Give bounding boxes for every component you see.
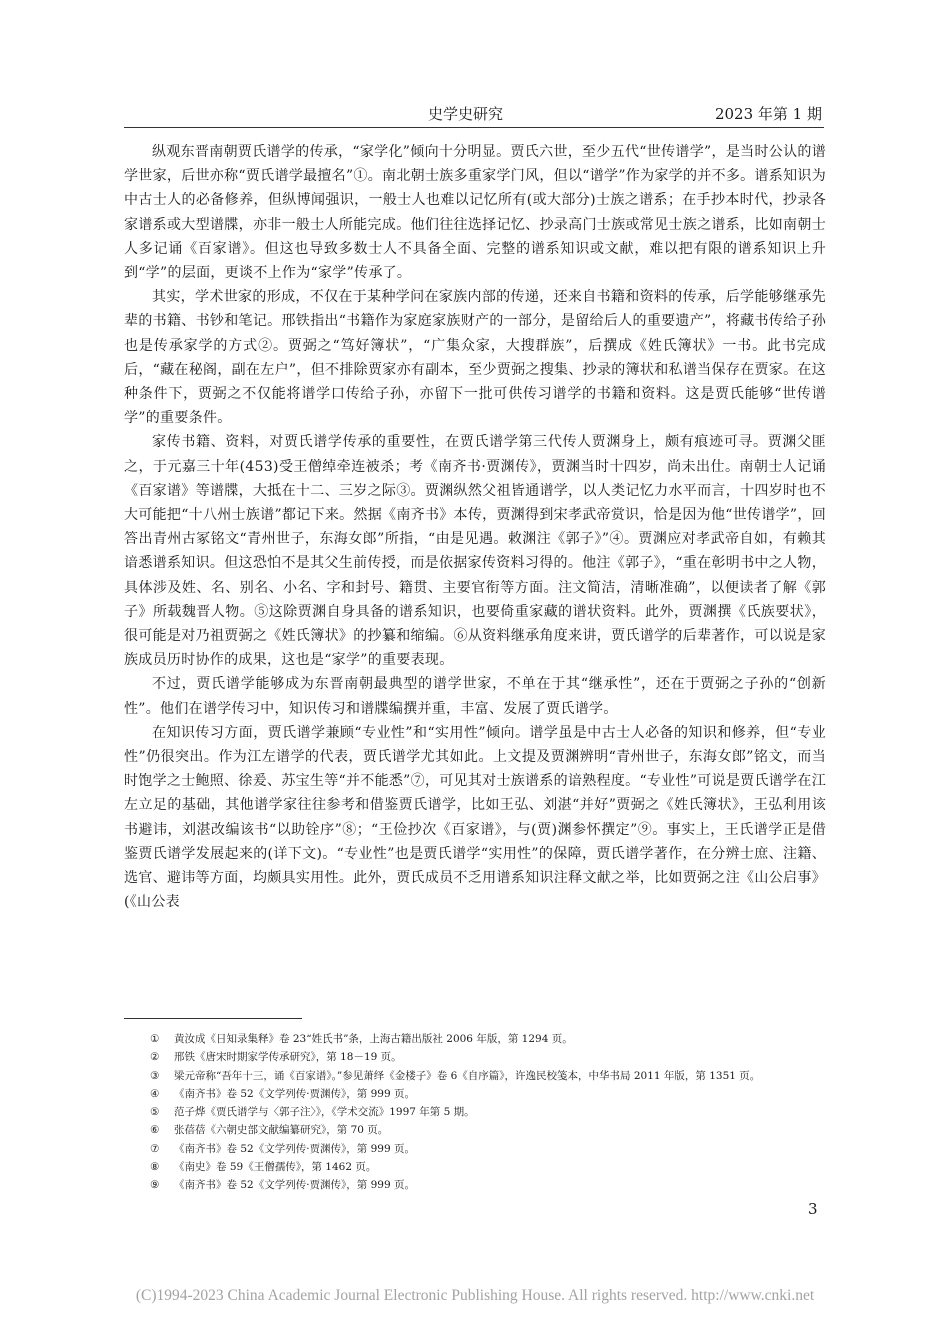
footnote — [150, 1103, 830, 1121]
paragraph: 纵观东晋南朝贾氏谱学的传承，“家学化”倾向十分明显。贾氏六世，至少五代“世传谱学”，是当时公认的谱学世家，后世亦称“贾氏谱学最擅名”①。南北朝士族多重家学门风，但以“谱学”作为家学的并不多。谱系知识为中古士人的必备修养，但纵博闻强识，一般士人也难以记忆所有(或大部分)士族之谱系；在手抄本时代，抄录各家谱系或大型谱牒，亦非一般士人所能完成。他们往往选择记忆、抄录高门士族或常见士族之谱系，比如南朝士人多记诵《百家谱》。但这也导致多数士人不具备全面、完整的谱系知识或文献，难以把有限的谱系知识上升到“学”的层面，更谈不上作为“家学”传承了。 — [124, 144, 826, 282]
footnote-text: 梁元帝称“吾年十三，诵《百家谱》。”参见萧绎《金楼子》卷 6《自序篇》，许逸民校笺本，中华书局 2011 年版，第 1351 页。 — [174, 1069, 761, 1082]
paragraph: 不过，贾氏谱学能够成为东晋南朝最典型的谱学世家，不单在于其“继承性”，还在于贾弼之子孙的“创新性”。他们在谱学传习中，知识传习和谱牒编撰并重，丰富、发展了贾氏谱学。 — [124, 676, 826, 717]
footnote-mark: ③ — [150, 1069, 160, 1082]
footnote-mark: ⑥ — [150, 1124, 160, 1137]
footnote-mark: ⑨ — [150, 1179, 160, 1192]
footnote-mark: ② — [150, 1051, 160, 1064]
footnotes — [150, 1030, 830, 1195]
footnote-text: 《南史》卷 59《王僧孺传》，第 1462 页。 — [174, 1161, 377, 1174]
issue-label: 2023 年第 1 期 — [714, 105, 822, 123]
footnote — [150, 1048, 830, 1066]
footnote — [150, 1067, 830, 1085]
footnote-mark: ④ — [150, 1087, 160, 1100]
page-number: 3 — [808, 1200, 818, 1218]
paragraph: 家传书籍、资料，对贾氏谱学传承的重要性，在贾氏谱学第三代传人贾渊身上，颇有痕迹可寻。贾渊父匪之，于元嘉三十年(453)受王僧绰牵连被杀；考《南齐书·贾渊传》，贾渊当时十四岁，尚未出仕。南朝士人记诵《百家谱》等谱牒，大抵在十二、三岁之际③。贾渊纵然父祖皆通谱学，以人类记忆力水平而言，十四岁时也不大可能把“十八州士族谱”都记下来。然据《南齐书》本传，贾渊得到宋孝武帝赏识，恰是因为他“世传谱学”，回答出青州古冢铭文“青州世子，东海女郎”所指，“由是见遇。敕渊注《郭子》”④。贾渊应对孝武帝自如，有赖其谙悉谱系知识。但这恐怕不是其父生前传授，而是依据家传资料习得的。他注《郭子》，“重在彰明书中之人物，具体涉及姓、名、别名、小名、字和封号、籍贯、主要官衔等方面。注文简洁，清晰准确”，以便读者了解《郭子》所载魏晋人物。⑤这除贾渊自身具备的谱系知识，也要倚重家藏的谱状资料。此外，贾渊撰《氏族要状》，很可能是对乃祖贾弼之《姓氏簿状》的抄纂和缩编。⑥从资料继承角度来讲，贾氏谱学的后辈著作，可以说是家族成员历时协作的成果，这也是“家学”的重要表现。 — [124, 434, 826, 669]
running-header — [124, 103, 824, 128]
footnote-mark: ⑦ — [150, 1142, 160, 1155]
footnote — [150, 1085, 830, 1103]
footnote — [150, 1158, 830, 1176]
footnote-mark: ① — [150, 1033, 160, 1045]
footnote-text: 范子烨《贾氏谱学与〈郭子注〉》，《学术交流》1997 年第 5 期。 — [174, 1106, 475, 1119]
article-body — [124, 140, 826, 915]
footnote — [150, 1030, 830, 1048]
paragraph: 其实，学术世家的形成，不仅在于某种学问在家族内部的传递，还来自书籍和资料的传承，后学能够继承先辈的书籍、书钞和笔记。邢铁指出“书籍作为家庭家族财产的一部分，是留给后人的重要遗产”，将藏书传给子孙也是传承家学的方式②。贾弼之“笃好簿状”，“广集众家，大搜群族”，后撰成《姓氏簿状》一书。此书完成后，“藏在秘阁，副在左户”，但不排除贾家亦有副本，至少贾弼之搜集、抄录的簿状和私谱当保存在贾家。在这种条件下，贾弼之不仅能将谱学口传给子孙，亦留下一批可供传习谱学的书籍和资料。这是贾氏能够“世传谱学”的重要条件。 — [124, 289, 826, 427]
copyright-watermark: (C)1994-2023 China Academic Journal Electronic Publishing House. All rights reserved. http://www.cnki.net — [135, 1287, 815, 1304]
footnote-text: 张蓓蓓《六朝史部文献编纂研究》，第 70 页。 — [174, 1124, 389, 1137]
footnote-text: 黄汝成《日知录集释》卷 23“姓氏书”条，上海古籍出版社 2006 年版，第 1294 页。 — [174, 1033, 573, 1045]
footnote-text: 《南齐书》卷 52《文学列传·贾渊传》，第 999 页。 — [174, 1179, 416, 1192]
footnote-text: 《南齐书》卷 52《文学列传·贾渊传》，第 999 页。 — [174, 1142, 416, 1155]
footnote-text: 《南齐书》卷 52《文学列传·贾渊传》，第 999 页。 — [174, 1087, 416, 1100]
footnote — [150, 1176, 830, 1194]
footnote-mark: ⑧ — [150, 1161, 160, 1174]
footnote-mark: ⑤ — [150, 1106, 160, 1119]
footnote — [150, 1140, 830, 1158]
footnote-divider — [124, 1018, 302, 1019]
paragraph: 在知识传习方面，贾氏谱学兼顾“专业性”和“实用性”倾向。谱学虽是中古士人必备的知识和修养，但“专业性”仍很突出。作为江左谱学的代表，贾氏谱学尤其如此。上文提及贾渊辨明“青州世子，东海女郎”铭文，而当时饱学之士鲍照、徐爰、苏宝生等“并不能悉”⑦，可见其对士族谱系的谙熟程度。“专业性”可说是贾氏谱学在江左立足的基础，其他谱学家往往参考和借鉴贾氏谱学，比如王弘、刘湛“并好”贾弼之《姓氏簿状》，王弘利用该书避讳，刘湛改编该书“以助铨序”⑧；“王俭抄次《百家谱》，与(贾)渊参怀撰定”⑨。事实上，王氏谱学正是借鉴贾氏谱学发展起来的(详下文)。“专业性”也是贾氏谱学“实用性”的保障，贾氏谱学著作，在分辨士庶、注籍、选官、避讳等方面，均颇具实用性。此外，贾氏成员不乏用谱系知识注释文献之举，比如贾弼之注《山公启事》(《山公表 — [124, 724, 826, 911]
footnote — [150, 1121, 830, 1139]
footnote-text: 邢铁《唐宋时期家学传承研究》，第 18－19 页。 — [174, 1051, 402, 1064]
journal-title: 史学史研究 — [428, 105, 504, 123]
